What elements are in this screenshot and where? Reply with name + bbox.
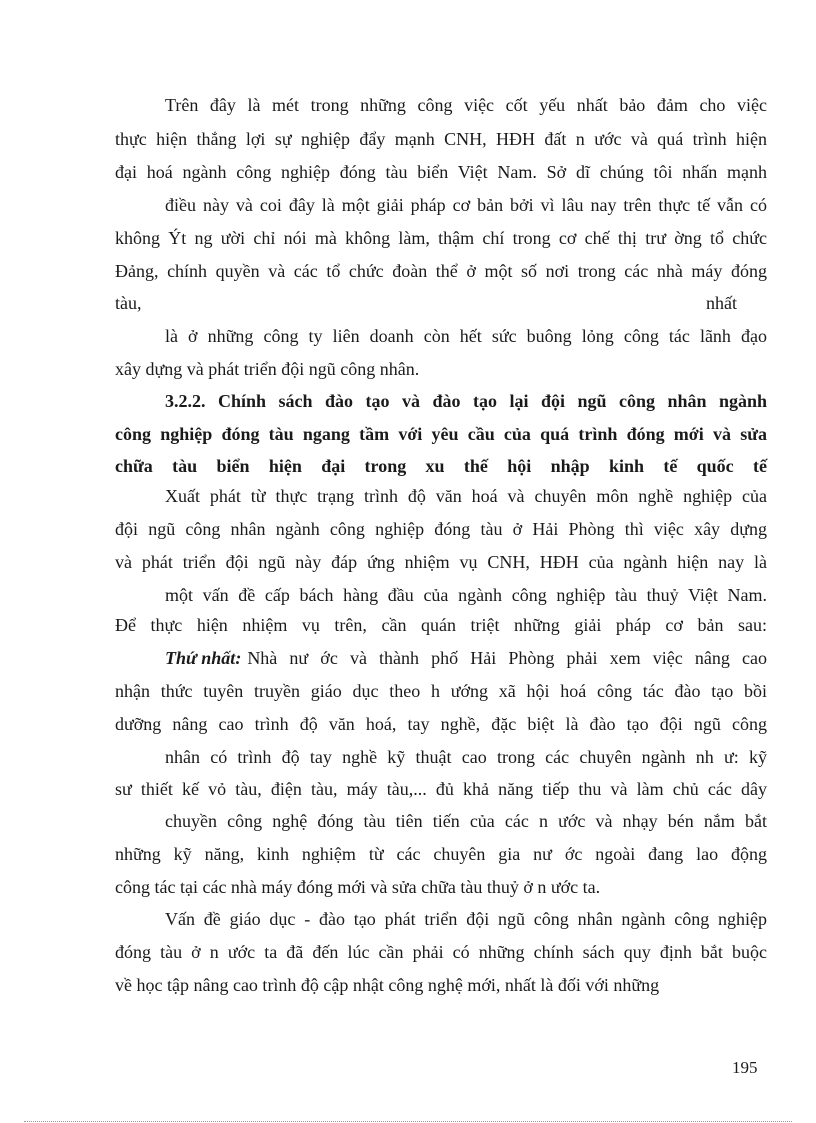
paragraph-line: những kỹ năng, kinh nghiệm từ các chuyên gia nư ớc ngoài đang lao động xyxy=(115,844,767,864)
paragraph-line: nhất xyxy=(706,293,737,313)
paragraph-line: là ở những công ty liên doanh còn hết sức buông lỏng công tác lãnh đạo xyxy=(165,326,767,346)
paragraph-line: không Ýt ng ười chỉ nói mà không làm, thậm chí trong cơ chế thị trư ờng tổ chức xyxy=(115,228,767,248)
paragraph-line: xây dựng và phát triển đội ngũ công nhân. xyxy=(115,359,420,379)
paragraph-line: nhận thức tuyên truyền giáo dục theo h ướng xã hội hoá công tác đào tạo bồi xyxy=(115,681,767,701)
paragraph-line: Xuất phát từ thực trạng trình độ văn hoá và chuyên môn nghề nghiệp của xyxy=(165,486,767,506)
section-heading: chữa tàu biển hiện đại trong xu thế hội nhập kinh tế quốc tế xyxy=(115,456,767,476)
paragraph-line: đại hoá ngành công nghiệp đóng tàu biển Việt Nam. Sở dĩ chúng tôi nhấn mạnh xyxy=(115,162,767,182)
section-heading: công nghiệp đóng tàu ngang tầm với yêu cầu của quá trình đóng mới và sửa xyxy=(115,424,767,444)
paragraph-text: Nhà nư ớc và thành phố Hải Phòng phải xem việc nâng cao xyxy=(247,648,767,668)
paragraph-line: công tác tại các nhà máy đóng mới và sửa chữa tàu thuỷ ở n ước ta. xyxy=(115,877,601,897)
paragraph-line: Đảng, chính quyền và các tổ chức đoàn thể ở một số nơi trong các nhà máy đóng xyxy=(115,261,767,281)
paragraph-line: về học tập nâng cao trình độ cập nhật công nghệ mới, nhất là đối với những xyxy=(115,975,660,995)
paragraph-line: và phát triển đội ngũ này đáp ứng nhiệm vụ CNH, HĐH của ngành hiện nay là xyxy=(115,552,767,572)
paragraph-line: nhân có trình độ tay nghề kỹ thuật cao trong các chuyên ngành nh ư: kỹ xyxy=(165,747,767,767)
paragraph-line: một vấn đề cấp bách hàng đầu của ngành công nghiệp tàu thuỷ Việt Nam. xyxy=(165,585,767,605)
paragraph-line: đóng tàu ở n ước ta đã đến lúc cần phải có những chính sách quy định bắt buộc xyxy=(115,942,767,962)
paragraph-line: điều này và coi đây là một giải pháp cơ bản bởi vì lâu nay trên thực tế vẫn có xyxy=(165,195,767,215)
section-heading: 3.2.2. Chính sách đào tạo và đào tạo lại đội ngũ công nhân ngành xyxy=(165,391,767,411)
paragraph-line: đội ngũ công nhân ngành công nghiệp đóng tàu ở Hải Phòng thì việc xây dựng xyxy=(115,519,767,539)
paragraph-line: sư thiết kế vỏ tàu, điện tàu, máy tàu,... đủ khả năng tiếp thu và làm chủ các dây xyxy=(115,779,767,799)
paragraph-line: tàu, xyxy=(115,293,142,313)
page-bottom-border xyxy=(24,1121,792,1122)
paragraph-line: Vấn đề giáo dục - đào tạo phát triển đội ngũ công nhân ngành công nghiệp xyxy=(165,909,767,929)
paragraph-line: thực hiện thắng lợi sự nghiệp đẩy mạnh CNH, HĐH đất n ước và quá trình hiện xyxy=(115,129,767,149)
paragraph-line xyxy=(165,647,767,669)
paragraph-line: Trên đây là mét trong những công việc cốt yếu nhất bảo đảm cho việc xyxy=(165,95,767,115)
lead-label: Thứ nhất: xyxy=(165,648,242,668)
paragraph-line: chuyền công nghệ đóng tàu tiên tiến của các n ước và nhạy bén nắm bắt xyxy=(165,811,767,831)
page-number: 195 xyxy=(732,1058,758,1077)
paragraph-line: Để thực hiện nhiệm vụ trên, cần quán triệt những giải pháp cơ bản sau: xyxy=(115,615,767,635)
paragraph-line: dưỡng nâng cao trình độ văn hoá, tay nghề, đặc biệt là đào tạo đội ngũ công xyxy=(115,714,767,734)
